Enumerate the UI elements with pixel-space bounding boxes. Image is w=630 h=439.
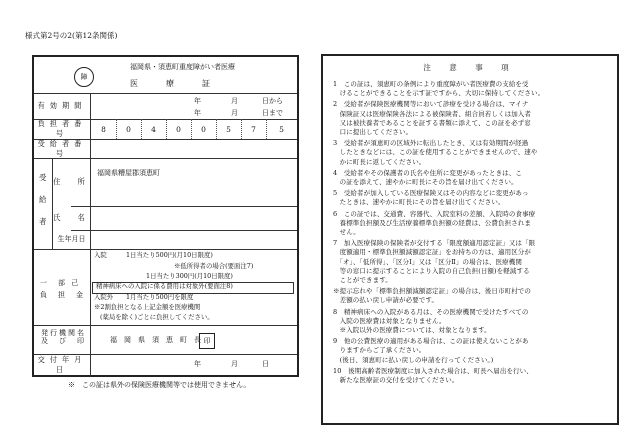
note-line: 度額適用・標準負担額減額認定証」をお持ちの方は、適用区分が xyxy=(333,248,531,257)
validity-label: 有効期間 xyxy=(37,101,87,110)
note-line: 3 受給者が須恵町の区域外に転出したとき、又は有効期間が経過 xyxy=(333,139,529,148)
note-item xyxy=(333,100,613,137)
note-item xyxy=(333,80,613,98)
note-line: 8 精神病床への入院がある月は、その医療機関で受けたすべての xyxy=(333,307,529,316)
issue-date-label: 交付年月日 xyxy=(37,355,87,374)
recipient-side-label-char: 受 xyxy=(39,173,47,182)
recipient-side-label-char: 給 xyxy=(39,195,47,204)
copay-label-line1: 一 部 己 xyxy=(40,279,81,287)
validity-from-day: 日から xyxy=(262,97,283,105)
notes-panel xyxy=(321,54,619,425)
note-line: りますからご了承ください。 xyxy=(333,346,426,355)
validity-from-year: 年 xyxy=(194,97,201,105)
note-line: けることができることを示す証ですから、大切に保持してください。 xyxy=(333,89,545,98)
issuer-label xyxy=(41,329,86,345)
payer-digit: 0 xyxy=(126,124,131,134)
issue-date-year: 年 xyxy=(194,360,201,368)
payer-digit: 0 xyxy=(176,124,181,134)
notes-title: 注 意 事 項 xyxy=(423,63,517,72)
form-number: 様式第2号の2(第12条関係) xyxy=(25,31,118,40)
note-line: ※提示忘れや「標準負担額減額認定証」の場合は、後日市町村での xyxy=(333,287,531,296)
birth-date-label: 生年月日 xyxy=(57,235,86,244)
note-line: 6 この証では、交通費、容器代、入院室料の差額、入院時の食事療 xyxy=(333,209,536,218)
note-item xyxy=(333,287,613,305)
issuer-seal: 印 xyxy=(199,333,215,349)
disability-stamp: 障 xyxy=(74,67,94,87)
certificate-title: 医 療 証 xyxy=(130,79,214,88)
note-item xyxy=(333,189,613,207)
note-line: 差額の払い戻し申請が必要です。 xyxy=(333,296,439,305)
payer-digit: 0 xyxy=(201,124,206,134)
copay-note-2: (薬局を除く)ごとに負担してください。 xyxy=(100,313,214,321)
note-line: ※入院以外の医療費については、対象となります。 xyxy=(333,326,491,335)
certificate-issuer-line: 福岡県・須恵町重度障がい者医療 xyxy=(130,63,235,71)
issue-date-day: 日 xyxy=(262,360,269,368)
footnote: ※ この証は県外の保険医療機関等では使用できません。 xyxy=(68,381,251,389)
note-line: したときなどには、この証を使用することができませんので、速や xyxy=(333,148,538,157)
note-line: 2 受給者が保険医療機関等において診療を受ける場合は、マイナ xyxy=(333,100,529,109)
name-label: 氏 名 xyxy=(53,213,90,222)
note-line: 5 受給者が加入している医療保険又はその内容などに変更があっ xyxy=(333,189,529,198)
validity-to-month: 月 xyxy=(231,109,238,117)
payer-digit: 8 xyxy=(101,124,106,134)
issuer-name: 福 岡 県 須 恵 町 長 xyxy=(110,336,201,344)
validity-to-year: 年 xyxy=(194,109,201,117)
issue-date-month: 月 xyxy=(231,360,238,368)
copay-psychiatric-exclusion: 精神病床への入院に係る費用は対象外(要面注8) xyxy=(96,282,233,290)
note-line: 又は被扶養者であることを証する書類に添えて、この証を必ず窓 xyxy=(333,118,531,127)
note-line: の証を添えて、速やかに町長にその旨を届け出てください。 xyxy=(333,178,518,187)
address-value: 福岡県糟屋郡須恵町 xyxy=(97,169,160,177)
notes-list xyxy=(333,80,613,387)
note-line: 7 加入医療保険の保険者が交付する「限度額適用認定証」又は「限 xyxy=(333,239,536,248)
note-line: 10 後期高齢者医療制度に加入された場合は、町長へ届出を行い、 xyxy=(333,366,533,375)
copay-inpatient: 入院 1日当たり500円(月10日限度) xyxy=(94,251,213,259)
note-line: かに町長に返してください。 xyxy=(333,157,426,166)
note-line: 等の窓口に提示することにより入院の自己負担(日額)を軽減する xyxy=(333,266,530,275)
copay-low-income-note: ※低所得者の場合(要面注7) xyxy=(174,262,254,270)
note-item xyxy=(333,210,613,238)
note-item xyxy=(333,169,613,187)
note-line: 入院の医療費は対象となりません。 xyxy=(333,316,446,325)
issuer-label-line: 及 び 印 xyxy=(41,337,86,346)
note-line: ことができます。 xyxy=(333,276,392,285)
validity-to-day: 日まで xyxy=(262,109,283,117)
payer-digit: 7 xyxy=(251,124,256,134)
copay-label-line2: 負 担 金 xyxy=(40,291,85,299)
note-line: 4 受給者やその保護者の氏名や住所に変更があったときは、こ xyxy=(333,168,522,177)
validity-from-month: 月 xyxy=(231,97,238,105)
recipient-side-label xyxy=(39,167,49,233)
payer-digit: 5 xyxy=(279,124,284,134)
note-item xyxy=(333,239,613,285)
note-line: 口に提出してください。 xyxy=(333,128,413,137)
note-item xyxy=(333,337,613,365)
note-line: 9 他の公費医療の適用がある場合は、この証は使えないことがあ xyxy=(333,337,529,346)
note-item xyxy=(333,367,613,385)
note-item xyxy=(333,139,613,167)
note-line: 新たな医療証の交付を受けてください。 xyxy=(333,376,459,385)
recipient-side-label-char: 者 xyxy=(39,217,47,226)
issuer-label-line: 発行機関名 xyxy=(41,329,86,337)
payer-digit: 5 xyxy=(226,124,231,134)
address-label: 住 所 xyxy=(53,177,90,186)
recipient-number-label: 受給者番号 xyxy=(37,138,87,158)
note-line: 1 この証は、須恵町の条例により重度障がい者医療費の支給を受 xyxy=(333,80,529,88)
note-line: せん。 xyxy=(333,228,360,237)
medical-certificate xyxy=(32,55,299,377)
note-line: 保険証又は医療保険各法による被保険者、組合員若しくは加入者 xyxy=(333,109,531,118)
note-item xyxy=(333,308,613,336)
copay-note-1: ※2割負担となる上記金額を医療機関 xyxy=(94,303,201,311)
note-line: 「オ」、「低所得」、「区分Ⅰ」又は「区分Ⅱ」の場合は、医療機関 xyxy=(333,257,522,266)
payer-number-label: 負担者番号 xyxy=(37,119,87,138)
copay-low-income-amount: 1日当たり300円(月10日限度) xyxy=(146,272,233,280)
note-line: 養標準負担額及び生活療養標準負担額の経費は、公費負担されま xyxy=(333,218,531,227)
note-line: たときは、速やかに町長にその旨を届け出てください。 xyxy=(333,198,505,207)
copay-outpatient: 入院外 1月当たり500円を限度 xyxy=(94,293,194,301)
note-line: (後日、須恵町に払い戻しの申請を行ってください。) xyxy=(333,355,494,364)
payer-digit: 4 xyxy=(151,124,156,134)
